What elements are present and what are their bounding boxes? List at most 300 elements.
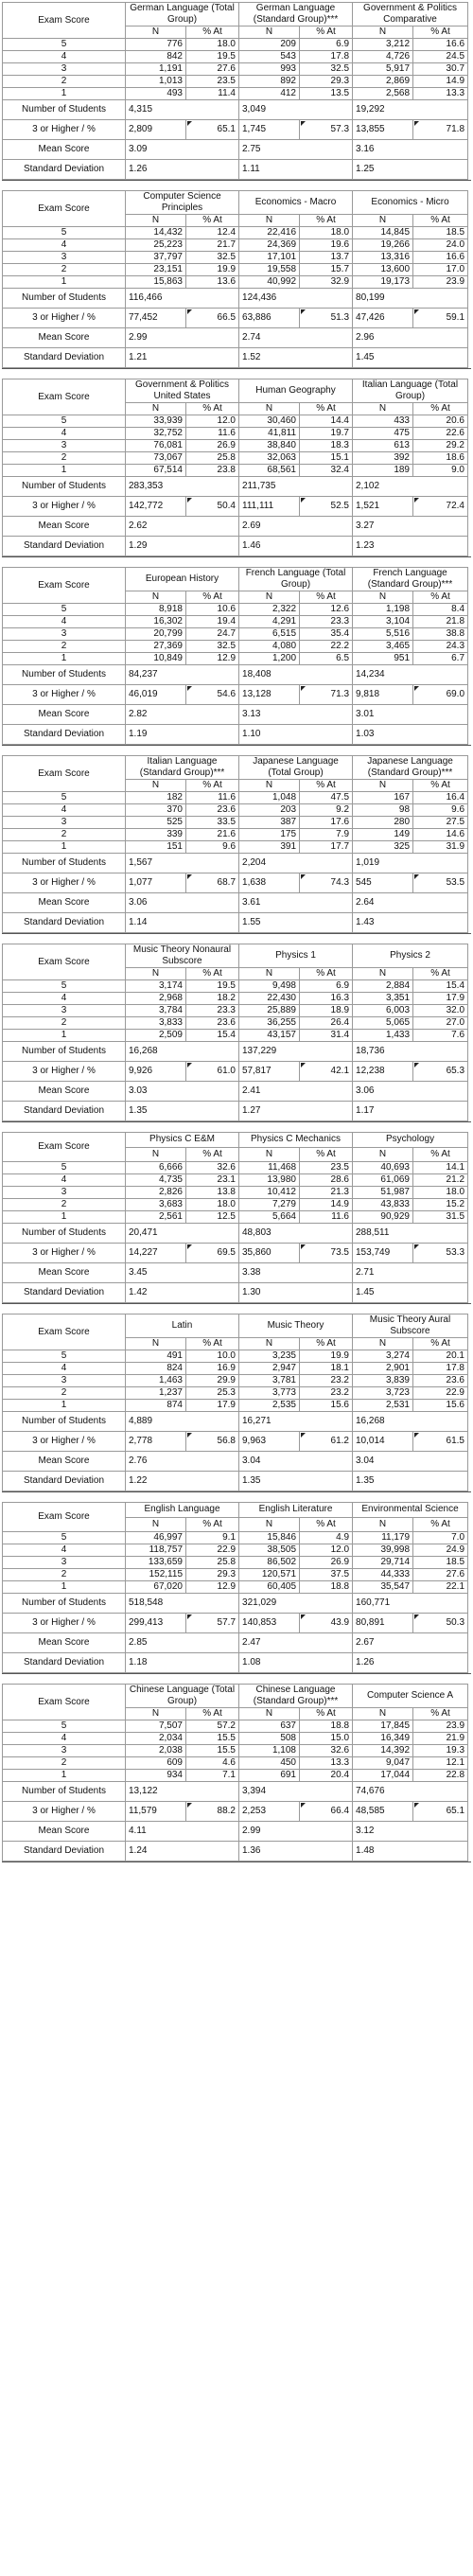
n-column-label: N bbox=[126, 215, 186, 227]
three-or-higher-label: 3 or Higher / % bbox=[3, 685, 126, 705]
header-row bbox=[3, 3, 468, 26]
percent-column-label: % At bbox=[413, 26, 468, 39]
score-value: 1 bbox=[3, 1211, 126, 1224]
standard-deviation-row bbox=[3, 160, 468, 180]
group-divider bbox=[2, 556, 471, 567]
score-percent: 9.0 bbox=[413, 465, 468, 477]
n-column-label: N bbox=[126, 780, 186, 792]
percent-column-label: % At bbox=[186, 968, 239, 980]
score-row bbox=[3, 76, 468, 88]
score-count: 3,839 bbox=[353, 1375, 413, 1387]
score-count: 2,884 bbox=[353, 980, 413, 993]
score-count: 19,266 bbox=[353, 239, 413, 252]
n-column-label: N bbox=[353, 215, 413, 227]
number-of-students-value: 2,204 bbox=[239, 854, 353, 873]
three-or-higher-count: 1,521 bbox=[353, 497, 413, 517]
group-divider bbox=[2, 1121, 471, 1132]
number-of-students-value: 13,122 bbox=[126, 1782, 239, 1802]
three-or-higher-percent: 69.0 bbox=[413, 685, 468, 705]
three-or-higher-percent: 66.5 bbox=[186, 309, 239, 328]
score-percent: 14.4 bbox=[300, 415, 353, 428]
score-count: 40,693 bbox=[353, 1162, 413, 1174]
three-or-higher-count: 545 bbox=[353, 873, 413, 893]
score-percent: 19.6 bbox=[300, 239, 353, 252]
score-count: 13,316 bbox=[353, 252, 413, 264]
score-row bbox=[3, 980, 468, 993]
standard-deviation-label: Standard Deviation bbox=[3, 537, 126, 556]
standard-deviation-row bbox=[3, 1653, 468, 1673]
score-percent: 24.3 bbox=[413, 641, 468, 653]
mean-score-value: 3.04 bbox=[239, 1452, 353, 1472]
score-count: 98 bbox=[353, 804, 413, 817]
score-percent: 9.2 bbox=[300, 804, 353, 817]
number-of-students-value: 283,353 bbox=[126, 477, 239, 497]
standard-deviation-value: 1.43 bbox=[353, 913, 468, 933]
score-row bbox=[3, 1363, 468, 1375]
group-divider bbox=[2, 1303, 471, 1314]
three-or-higher-count: 12,238 bbox=[353, 1062, 413, 1082]
standard-deviation-value: 1.10 bbox=[239, 725, 353, 745]
score-row bbox=[3, 1581, 468, 1594]
score-value: 3 bbox=[3, 440, 126, 452]
score-count: 38,505 bbox=[239, 1544, 300, 1557]
mean-score-value: 2.64 bbox=[353, 893, 468, 913]
number-of-students-value: 160,771 bbox=[353, 1594, 468, 1614]
score-percent: 22.9 bbox=[413, 1387, 468, 1400]
percent-column-label: % At bbox=[186, 1147, 239, 1162]
subject-name: German Language (Standard Group)*** bbox=[239, 3, 353, 26]
score-count: 3,784 bbox=[126, 1005, 186, 1017]
score-row bbox=[3, 1733, 468, 1745]
mean-score-row bbox=[3, 1263, 468, 1283]
subject-name: German Language (Total Group) bbox=[126, 3, 239, 26]
three-or-higher-percent: 43.9 bbox=[300, 1614, 353, 1633]
score-count: 24,369 bbox=[239, 239, 300, 252]
score-percent: 21.3 bbox=[300, 1187, 353, 1199]
standard-deviation-row bbox=[3, 537, 468, 556]
score-percent: 29.3 bbox=[186, 1569, 239, 1581]
score-value: 3 bbox=[3, 1375, 126, 1387]
score-count: 4,726 bbox=[353, 51, 413, 63]
three-or-higher-percent: 59.1 bbox=[413, 309, 468, 328]
score-count: 11,468 bbox=[239, 1162, 300, 1174]
standard-deviation-label: Standard Deviation bbox=[3, 1472, 126, 1491]
score-count: 76,081 bbox=[126, 440, 186, 452]
score-percent: 17.7 bbox=[300, 841, 353, 854]
number-of-students-value: 19,292 bbox=[353, 100, 468, 120]
subject-name: European History bbox=[126, 568, 239, 591]
three-or-higher-percent: 54.6 bbox=[186, 685, 239, 705]
mean-score-row bbox=[3, 140, 468, 160]
number-of-students-value: 321,029 bbox=[239, 1594, 353, 1614]
score-row bbox=[3, 1174, 468, 1187]
standard-deviation-value: 1.45 bbox=[353, 348, 468, 368]
score-count: 38,840 bbox=[239, 440, 300, 452]
standard-deviation-value: 1.18 bbox=[126, 1653, 239, 1673]
percent-column-label: % At bbox=[186, 1338, 239, 1350]
number-of-students-value: 4,315 bbox=[126, 100, 239, 120]
percent-column-label: % At bbox=[413, 1517, 468, 1532]
percent-column-label: % At bbox=[186, 403, 239, 415]
percent-column-label: % At bbox=[300, 215, 353, 227]
score-count: 824 bbox=[126, 1363, 186, 1375]
percent-column-label: % At bbox=[300, 1517, 353, 1532]
score-percent: 15.4 bbox=[413, 980, 468, 993]
score-count: 3,351 bbox=[353, 993, 413, 1005]
score-percent: 21.2 bbox=[413, 1174, 468, 1187]
score-percent: 7.6 bbox=[413, 1030, 468, 1042]
number-of-students-label: Number of Students bbox=[3, 100, 126, 120]
score-row bbox=[3, 88, 468, 100]
score-count: 2,535 bbox=[239, 1400, 300, 1412]
score-count: 1,108 bbox=[239, 1745, 300, 1757]
n-column-label: N bbox=[239, 1708, 300, 1720]
score-value: 2 bbox=[3, 829, 126, 841]
number-of-students-value: 16,271 bbox=[239, 1412, 353, 1432]
subject-group-table bbox=[2, 567, 468, 745]
score-value: 1 bbox=[3, 1400, 126, 1412]
score-value: 3 bbox=[3, 63, 126, 76]
standard-deviation-value: 1.19 bbox=[126, 725, 239, 745]
score-count: 4,291 bbox=[239, 616, 300, 628]
score-count: 118,757 bbox=[126, 1544, 186, 1557]
number-of-students-value: 1,019 bbox=[353, 854, 468, 873]
three-or-higher-percent: 71.3 bbox=[300, 685, 353, 705]
score-percent: 23.2 bbox=[300, 1375, 353, 1387]
standard-deviation-value: 1.36 bbox=[239, 1842, 353, 1861]
standard-deviation-value: 1.26 bbox=[353, 1653, 468, 1673]
group-divider bbox=[2, 745, 471, 755]
subject-name: Government & Politics Comparative bbox=[353, 3, 468, 26]
three-or-higher-percent: 71.8 bbox=[413, 120, 468, 140]
subject-name: Music Theory Nonaural Subscore bbox=[126, 944, 239, 968]
percent-column-label: % At bbox=[186, 26, 239, 39]
score-count: 2,322 bbox=[239, 604, 300, 616]
three-or-higher-count: 57,817 bbox=[239, 1062, 300, 1082]
percent-column-label: % At bbox=[186, 1517, 239, 1532]
score-count: 2,038 bbox=[126, 1745, 186, 1757]
three-or-higher-percent: 53.5 bbox=[413, 873, 468, 893]
score-count: 37,797 bbox=[126, 252, 186, 264]
mean-score-value: 2.76 bbox=[126, 1452, 239, 1472]
group-divider bbox=[2, 933, 471, 944]
exam-score-label: Exam Score bbox=[3, 756, 126, 792]
score-value: 4 bbox=[3, 51, 126, 63]
score-count: 4,080 bbox=[239, 641, 300, 653]
score-percent: 24.7 bbox=[186, 628, 239, 641]
mean-score-label: Mean Score bbox=[3, 1082, 126, 1102]
mean-score-value: 2.69 bbox=[239, 517, 353, 537]
number-of-students-row bbox=[3, 1224, 468, 1244]
score-percent: 18.9 bbox=[300, 1005, 353, 1017]
n-column-label: N bbox=[126, 968, 186, 980]
score-row bbox=[3, 1569, 468, 1581]
header-row bbox=[3, 944, 468, 968]
score-percent: 11.6 bbox=[186, 428, 239, 440]
score-count: 3,174 bbox=[126, 980, 186, 993]
number-of-students-value: 124,436 bbox=[239, 289, 353, 309]
three-or-higher-percent: 61.2 bbox=[300, 1432, 353, 1452]
subject-name: Physics 2 bbox=[353, 944, 468, 968]
score-count: 11,179 bbox=[353, 1532, 413, 1544]
standard-deviation-value: 1.52 bbox=[239, 348, 353, 368]
header-row bbox=[3, 756, 468, 780]
score-percent: 26.9 bbox=[300, 1557, 353, 1569]
score-count: 776 bbox=[126, 39, 186, 51]
subject-name: Human Geography bbox=[239, 379, 353, 403]
three-or-higher-count: 13,128 bbox=[239, 685, 300, 705]
score-count: 412 bbox=[239, 88, 300, 100]
score-percent: 16.9 bbox=[186, 1363, 239, 1375]
score-count: 175 bbox=[239, 829, 300, 841]
score-count: 25,889 bbox=[239, 1005, 300, 1017]
score-percent: 27.6 bbox=[413, 1569, 468, 1581]
score-percent: 17.0 bbox=[413, 264, 468, 276]
score-value: 3 bbox=[3, 628, 126, 641]
score-count: 51,987 bbox=[353, 1187, 413, 1199]
three-or-higher-count: 1,638 bbox=[239, 873, 300, 893]
score-percent: 31.5 bbox=[413, 1211, 468, 1224]
subject-name: Economics - Micro bbox=[353, 191, 468, 215]
score-percent: 23.1 bbox=[186, 1174, 239, 1187]
score-value: 1 bbox=[3, 1770, 126, 1782]
score-count: 325 bbox=[353, 841, 413, 854]
score-percent: 10.0 bbox=[186, 1350, 239, 1363]
score-percent: 13.3 bbox=[300, 1757, 353, 1770]
score-count: 60,405 bbox=[239, 1581, 300, 1594]
score-percent: 12.9 bbox=[186, 1581, 239, 1594]
standard-deviation-value: 1.55 bbox=[239, 913, 353, 933]
score-percent: 23.3 bbox=[300, 616, 353, 628]
score-percent: 15.6 bbox=[413, 1400, 468, 1412]
three-or-higher-percent: 65.3 bbox=[413, 1062, 468, 1082]
percent-column-label: % At bbox=[186, 780, 239, 792]
score-count: 3,104 bbox=[353, 616, 413, 628]
three-or-higher-label: 3 or Higher / % bbox=[3, 1614, 126, 1633]
score-count: 33,939 bbox=[126, 415, 186, 428]
standard-deviation-value: 1.23 bbox=[353, 537, 468, 556]
mean-score-value: 2.62 bbox=[126, 517, 239, 537]
score-count: 16,302 bbox=[126, 616, 186, 628]
score-percent: 25.8 bbox=[186, 452, 239, 465]
mean-score-label: Mean Score bbox=[3, 705, 126, 725]
score-percent: 32.5 bbox=[300, 63, 353, 76]
n-column-label: N bbox=[353, 26, 413, 39]
score-value: 1 bbox=[3, 276, 126, 289]
score-count: 6,003 bbox=[353, 1005, 413, 1017]
n-column-label: N bbox=[239, 1517, 300, 1532]
score-percent: 17.9 bbox=[186, 1400, 239, 1412]
score-percent: 19.9 bbox=[186, 264, 239, 276]
mean-score-row bbox=[3, 893, 468, 913]
mean-score-value: 2.82 bbox=[126, 705, 239, 725]
three-or-higher-label: 3 or Higher / % bbox=[3, 1802, 126, 1822]
exam-score-label: Exam Score bbox=[3, 379, 126, 415]
standard-deviation-value: 1.25 bbox=[353, 160, 468, 180]
score-percent: 23.6 bbox=[186, 1017, 239, 1030]
score-percent: 7.9 bbox=[300, 829, 353, 841]
score-value: 1 bbox=[3, 88, 126, 100]
percent-column-label: % At bbox=[186, 215, 239, 227]
number-of-students-value: 2,102 bbox=[353, 477, 468, 497]
n-column-label: N bbox=[239, 26, 300, 39]
score-row bbox=[3, 415, 468, 428]
score-percent: 30.7 bbox=[413, 63, 468, 76]
score-count: 151 bbox=[126, 841, 186, 854]
three-or-higher-percent: 53.3 bbox=[413, 1244, 468, 1263]
three-or-higher-count: 140,853 bbox=[239, 1614, 300, 1633]
standard-deviation-label: Standard Deviation bbox=[3, 1102, 126, 1121]
score-row bbox=[3, 792, 468, 804]
score-percent: 16.3 bbox=[300, 993, 353, 1005]
score-count: 3,773 bbox=[239, 1387, 300, 1400]
score-count: 68,561 bbox=[239, 465, 300, 477]
score-count: 6,666 bbox=[126, 1162, 186, 1174]
score-count: 1,463 bbox=[126, 1375, 186, 1387]
three-or-higher-count: 111,111 bbox=[239, 497, 300, 517]
score-percent: 8.4 bbox=[413, 604, 468, 616]
score-count: 2,568 bbox=[353, 88, 413, 100]
three-or-higher-count: 2,253 bbox=[239, 1802, 300, 1822]
score-count: 433 bbox=[353, 415, 413, 428]
exam-score-label: Exam Score bbox=[3, 944, 126, 980]
exam-score-label: Exam Score bbox=[3, 1685, 126, 1720]
number-of-students-value: 3,049 bbox=[239, 100, 353, 120]
score-count: 1,048 bbox=[239, 792, 300, 804]
score-count: 1,198 bbox=[353, 604, 413, 616]
score-count: 43,157 bbox=[239, 1030, 300, 1042]
score-count: 691 bbox=[239, 1770, 300, 1782]
score-percent: 18.6 bbox=[413, 452, 468, 465]
score-percent: 13.5 bbox=[300, 88, 353, 100]
score-value: 2 bbox=[3, 1757, 126, 1770]
mean-score-label: Mean Score bbox=[3, 1633, 126, 1653]
score-percent: 15.0 bbox=[300, 1733, 353, 1745]
subject-name: Japanese Language (Standard Group)*** bbox=[353, 756, 468, 780]
header-row bbox=[3, 379, 468, 403]
number-of-students-label: Number of Students bbox=[3, 289, 126, 309]
number-of-students-value: 74,676 bbox=[353, 1782, 468, 1802]
score-count: 1,200 bbox=[239, 653, 300, 665]
three-or-higher-row bbox=[3, 1614, 468, 1633]
score-count: 543 bbox=[239, 51, 300, 63]
score-count: 1,237 bbox=[126, 1387, 186, 1400]
standard-deviation-label: Standard Deviation bbox=[3, 160, 126, 180]
standard-deviation-label: Standard Deviation bbox=[3, 1653, 126, 1673]
mean-score-label: Mean Score bbox=[3, 1822, 126, 1842]
standard-deviation-row bbox=[3, 725, 468, 745]
mean-score-value: 3.06 bbox=[353, 1082, 468, 1102]
score-row bbox=[3, 1770, 468, 1782]
score-value: 1 bbox=[3, 841, 126, 854]
score-percent: 24.0 bbox=[413, 239, 468, 252]
score-row bbox=[3, 829, 468, 841]
standard-deviation-value: 1.29 bbox=[126, 537, 239, 556]
score-percent: 16.4 bbox=[413, 792, 468, 804]
exam-score-label: Exam Score bbox=[3, 3, 126, 39]
score-count: 43,833 bbox=[353, 1199, 413, 1211]
number-of-students-label: Number of Students bbox=[3, 1594, 126, 1614]
percent-column-label: % At bbox=[413, 968, 468, 980]
percent-column-label: % At bbox=[300, 591, 353, 604]
score-percent: 14.1 bbox=[413, 1162, 468, 1174]
n-column-label: N bbox=[126, 403, 186, 415]
mean-score-value: 2.71 bbox=[353, 1263, 468, 1283]
mean-score-row bbox=[3, 1082, 468, 1102]
standard-deviation-row bbox=[3, 1472, 468, 1491]
score-count: 90,929 bbox=[353, 1211, 413, 1224]
score-percent: 16.6 bbox=[413, 39, 468, 51]
mean-score-value: 2.75 bbox=[239, 140, 353, 160]
score-percent: 33.5 bbox=[186, 817, 239, 829]
score-percent: 12.5 bbox=[186, 1211, 239, 1224]
score-count: 9,498 bbox=[239, 980, 300, 993]
score-row bbox=[3, 1757, 468, 1770]
standard-deviation-value: 1.35 bbox=[353, 1472, 468, 1491]
header-row bbox=[3, 568, 468, 591]
exam-score-label: Exam Score bbox=[3, 1503, 126, 1532]
score-percent: 11.6 bbox=[300, 1211, 353, 1224]
score-count: 209 bbox=[239, 39, 300, 51]
score-count: 39,998 bbox=[353, 1544, 413, 1557]
score-value: 5 bbox=[3, 980, 126, 993]
score-percent: 32.4 bbox=[300, 465, 353, 477]
three-or-higher-count: 9,926 bbox=[126, 1062, 186, 1082]
standard-deviation-value: 1.21 bbox=[126, 348, 239, 368]
score-count: 10,849 bbox=[126, 653, 186, 665]
mean-score-label: Mean Score bbox=[3, 328, 126, 348]
score-percent: 23.5 bbox=[186, 76, 239, 88]
score-percent: 25.8 bbox=[186, 1557, 239, 1569]
score-count: 3,833 bbox=[126, 1017, 186, 1030]
score-value: 2 bbox=[3, 452, 126, 465]
three-or-higher-percent: 51.3 bbox=[300, 309, 353, 328]
score-count: 874 bbox=[126, 1400, 186, 1412]
score-count: 5,516 bbox=[353, 628, 413, 641]
n-column-label: N bbox=[353, 1338, 413, 1350]
n-column-label: N bbox=[353, 968, 413, 980]
percent-column-label: % At bbox=[413, 1708, 468, 1720]
score-percent: 18.0 bbox=[300, 227, 353, 239]
standard-deviation-value: 1.30 bbox=[239, 1283, 353, 1303]
score-percent: 13.3 bbox=[413, 88, 468, 100]
three-or-higher-count: 1,077 bbox=[126, 873, 186, 893]
standard-deviation-label: Standard Deviation bbox=[3, 1283, 126, 1303]
score-row bbox=[3, 252, 468, 264]
score-percent: 23.6 bbox=[413, 1375, 468, 1387]
score-row bbox=[3, 993, 468, 1005]
score-percent: 12.1 bbox=[413, 1757, 468, 1770]
subject-name: Music Theory Aural Subscore bbox=[353, 1314, 468, 1338]
score-percent: 37.5 bbox=[300, 1569, 353, 1581]
score-percent: 19.9 bbox=[300, 1350, 353, 1363]
score-percent: 15.7 bbox=[300, 264, 353, 276]
score-row bbox=[3, 1030, 468, 1042]
score-count: 14,845 bbox=[353, 227, 413, 239]
n-column-label: N bbox=[353, 591, 413, 604]
score-count: 44,333 bbox=[353, 1569, 413, 1581]
score-count: 32,752 bbox=[126, 428, 186, 440]
score-value: 5 bbox=[3, 1350, 126, 1363]
n-column-label: N bbox=[353, 1147, 413, 1162]
score-row bbox=[3, 440, 468, 452]
standard-deviation-value: 1.42 bbox=[126, 1283, 239, 1303]
number-of-students-row bbox=[3, 1042, 468, 1062]
standard-deviation-label: Standard Deviation bbox=[3, 348, 126, 368]
three-or-higher-count: 77,452 bbox=[126, 309, 186, 328]
subject-name: Chinese Language (Total Group) bbox=[126, 1685, 239, 1708]
score-count: 3,274 bbox=[353, 1350, 413, 1363]
